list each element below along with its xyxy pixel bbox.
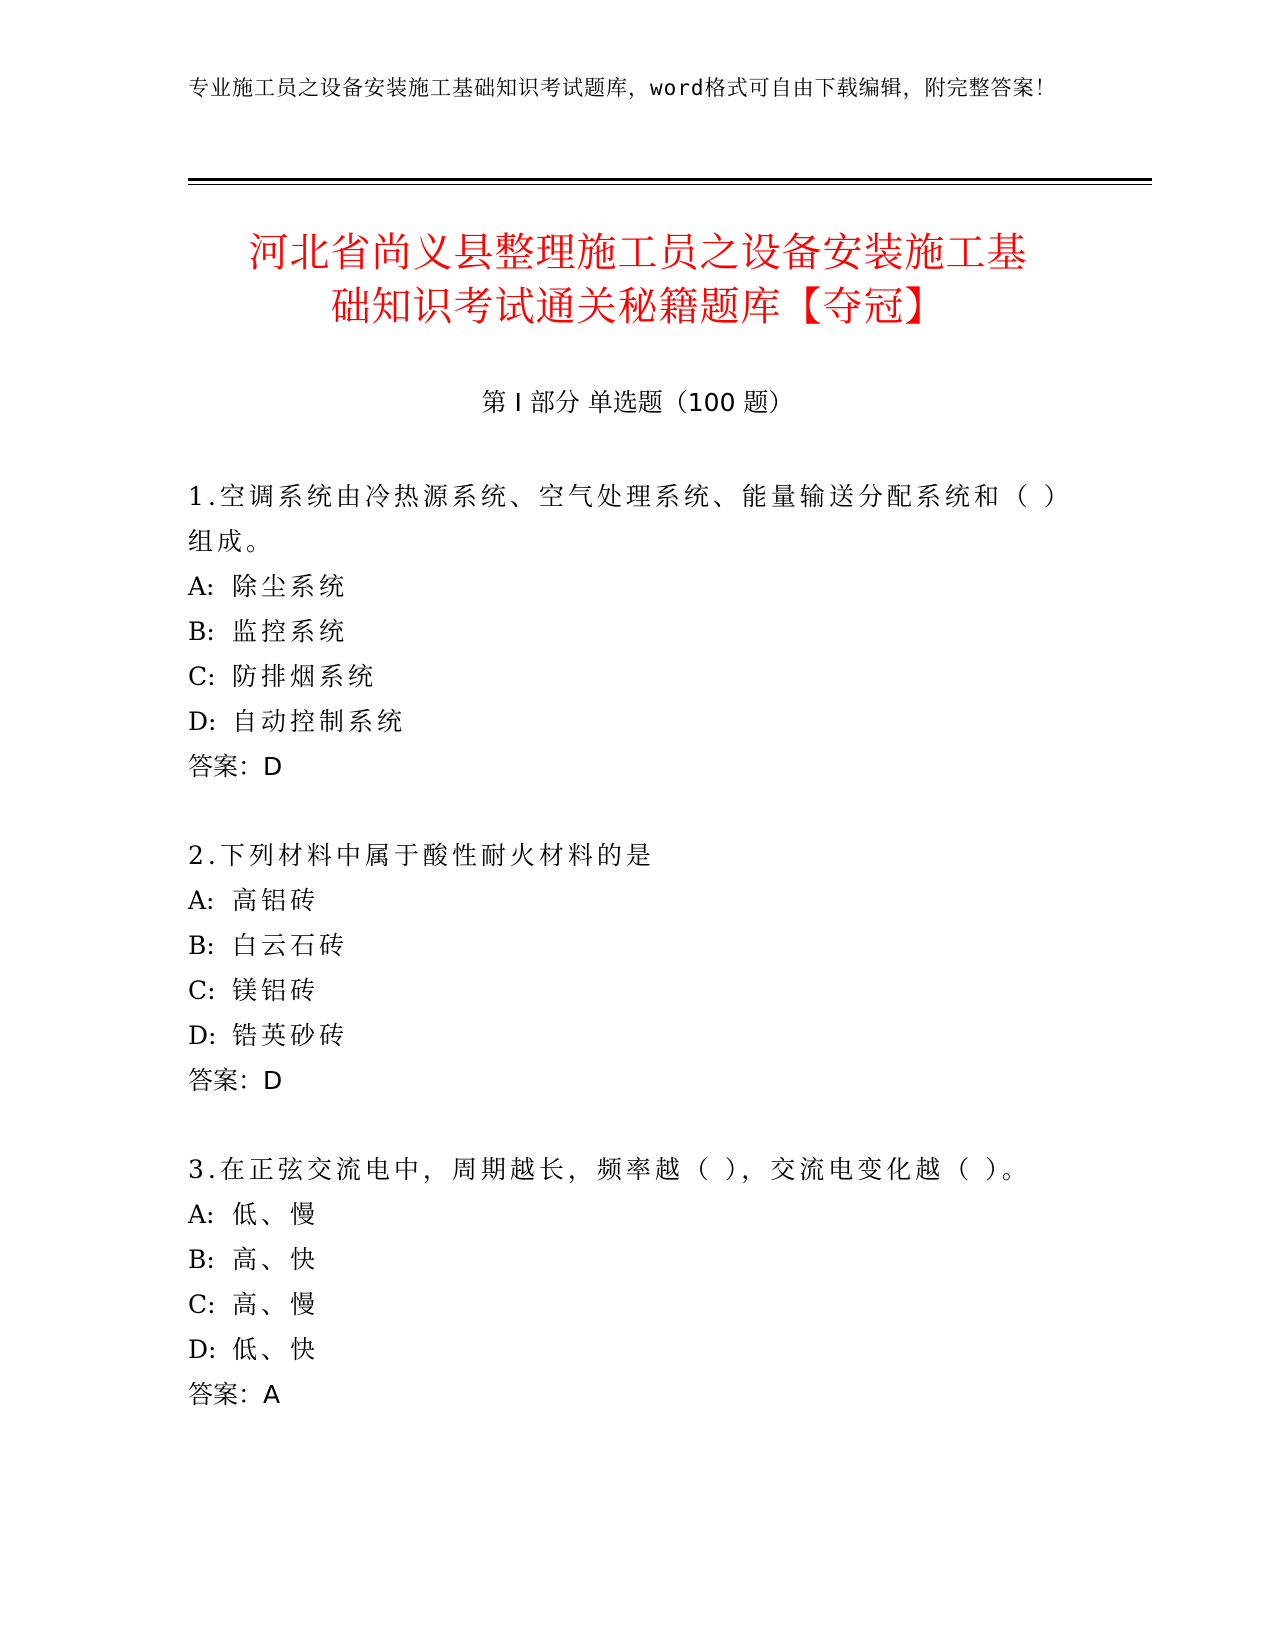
question-1-option-d xyxy=(188,699,1088,744)
question-3 xyxy=(188,1147,1088,1417)
question-1-answer xyxy=(188,744,1088,789)
question-3-answer xyxy=(188,1372,1088,1417)
option-text: 除尘系统 xyxy=(232,572,349,601)
option-letter: D: xyxy=(188,1335,217,1364)
option-letter: D: xyxy=(188,1021,217,1050)
option-letter: A: xyxy=(188,886,215,915)
question-2-option-c xyxy=(188,968,1088,1013)
document-title xyxy=(188,226,1088,334)
question-3-option-b xyxy=(188,1237,1088,1282)
option-text: 高、慢 xyxy=(232,1290,320,1319)
header-note: 专业施工员之设备安装施工基础知识考试题库，word格式可自由下载编辑，附完整答案！ xyxy=(188,76,1057,100)
question-2-answer xyxy=(188,1058,1088,1103)
question-2-stem-line-1: 2.下列材料中属于酸性耐火材料的是 xyxy=(188,841,655,870)
question-2-option-d xyxy=(188,1013,1088,1058)
document-title-line-1: 河北省尚义县整理施工员之设备安装施工基 xyxy=(248,230,1028,276)
option-letter: B: xyxy=(188,1245,215,1274)
answer-value: A xyxy=(263,1380,281,1409)
option-letter: D: xyxy=(188,707,217,736)
answer-label: 答案： xyxy=(188,1066,264,1095)
answer-value: D xyxy=(263,752,283,781)
question-2 xyxy=(188,833,1088,1103)
option-text: 监控系统 xyxy=(232,617,349,646)
question-3-option-c xyxy=(188,1282,1088,1327)
question-3-option-d xyxy=(188,1327,1088,1372)
answer-label: 答案： xyxy=(188,1380,264,1409)
question-list xyxy=(188,474,1088,1461)
question-3-stem-line-1: 3.在正弦交流电中，周期越长，频率越（ ），交流电变化越（ ）。 xyxy=(188,1155,1031,1184)
question-1 xyxy=(188,474,1088,789)
option-letter: C: xyxy=(188,662,216,691)
section-title: 第 I 部分 单选题（100 题） xyxy=(481,388,794,417)
header-divider-thin xyxy=(188,184,1152,185)
option-text: 防排烟系统 xyxy=(232,662,378,691)
option-text: 白云石砖 xyxy=(232,931,349,960)
option-text: 低、慢 xyxy=(232,1200,320,1229)
option-letter: C: xyxy=(188,976,216,1005)
option-letter: B: xyxy=(188,617,215,646)
answer-label: 答案： xyxy=(188,752,264,781)
question-2-option-b xyxy=(188,923,1088,968)
question-1-option-b xyxy=(188,609,1088,654)
option-letter: A: xyxy=(188,572,215,601)
option-text: 高铝砖 xyxy=(232,886,320,915)
option-text: 高、快 xyxy=(232,1245,320,1274)
option-letter: C: xyxy=(188,1290,216,1319)
option-letter: A: xyxy=(188,1200,215,1229)
question-1-option-c xyxy=(188,654,1088,699)
option-text: 锆英砂砖 xyxy=(232,1021,349,1050)
question-2-option-a xyxy=(188,878,1088,923)
option-letter: B: xyxy=(188,931,215,960)
option-text: 低、快 xyxy=(232,1335,320,1364)
option-text: 自动控制系统 xyxy=(232,707,407,736)
question-1-option-a xyxy=(188,564,1088,609)
answer-value: D xyxy=(263,1066,283,1095)
question-1-stem-line-1: 1.空调系统由冷热源系统、空气处理系统、能量输送分配系统和（ ） xyxy=(188,482,1073,511)
option-text: 镁铝砖 xyxy=(232,976,320,1005)
question-1-stem-line-2: 组成。 xyxy=(188,527,276,556)
question-3-option-a xyxy=(188,1192,1088,1237)
header-divider-thick xyxy=(188,178,1152,181)
document-title-line-2: 础知识考试通关秘籍题库【夺冠】 xyxy=(330,284,946,330)
